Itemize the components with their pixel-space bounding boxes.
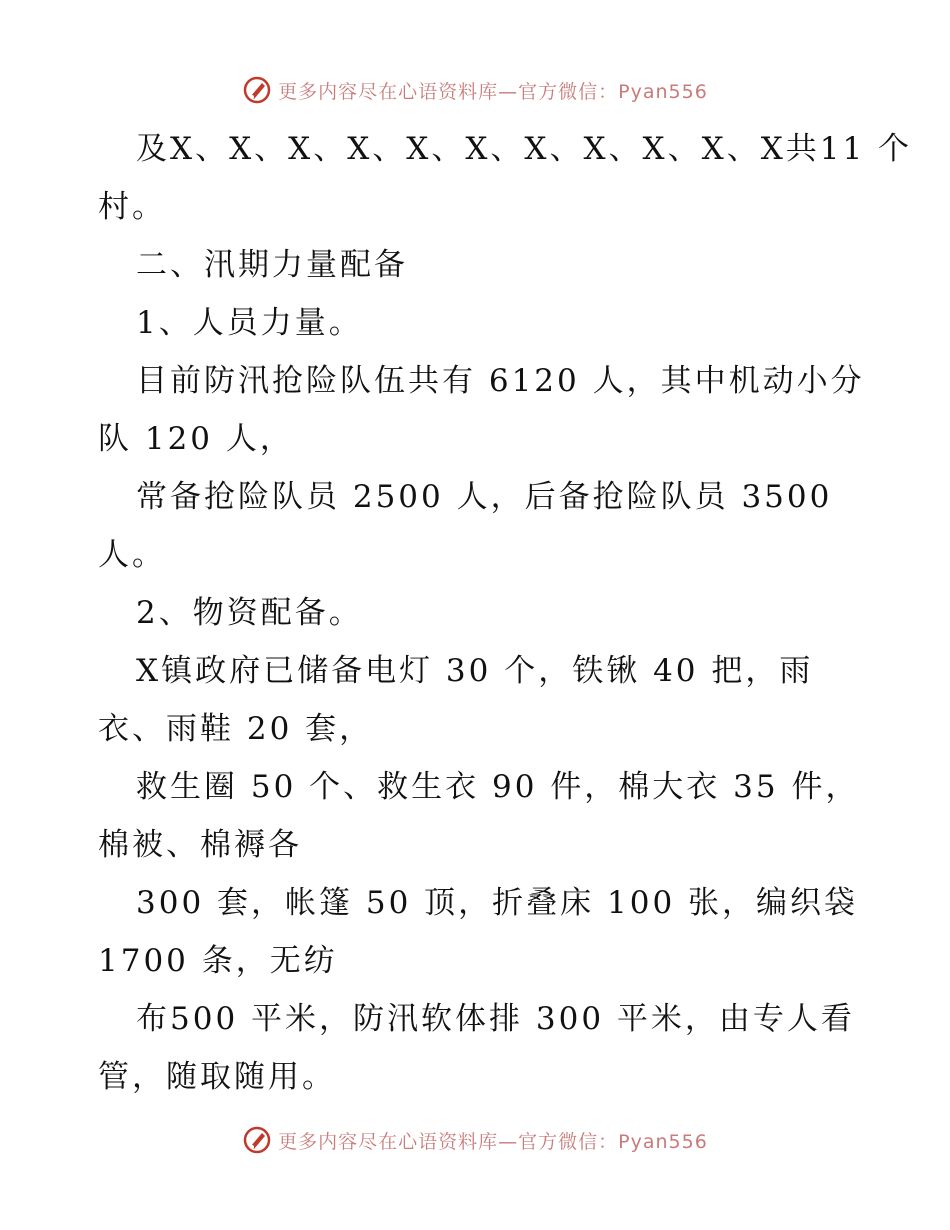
paragraph-line: 目前防汛抢险队伍共有 6120 人，其中机动小分 <box>136 363 865 399</box>
paragraph-line: X镇政府已储备电灯 30 个，铁锹 40 把，雨 <box>136 653 814 689</box>
paragraph-line: 常备抢险队员 2500 人，后备抢险队员 3500 <box>136 479 833 515</box>
pen-logo-icon <box>242 75 272 105</box>
paragraph-line: 1700 条，无纺 <box>98 943 338 979</box>
watermark-text: 更多内容尽在心语资料库—官方微信：Pyan556 <box>278 1130 708 1153</box>
document-body <box>98 120 913 1106</box>
paragraph-line: 衣、雨鞋 20 套， <box>98 711 374 747</box>
section-heading: 二、汛期力量配备 <box>136 247 408 283</box>
paragraph-line: 救生圈 50 个、救生衣 90 件，棉大衣 35 件， <box>136 769 860 805</box>
paragraph-line: 队 120 人， <box>98 421 294 457</box>
paragraph-line: 村。 <box>98 189 166 225</box>
subsection-heading: 1、人员力量。 <box>136 305 363 341</box>
subsection-heading: 2、物资配备。 <box>136 595 363 631</box>
watermark-header <box>0 70 950 110</box>
watermark-text: 更多内容尽在心语资料库—官方微信：Pyan556 <box>278 80 708 103</box>
paragraph-line: 及X、X、X、X、X、X、X、X、X、X、X共11 个 <box>136 131 913 167</box>
paragraph-line: 棉被、棉褥各 <box>98 827 302 863</box>
paragraph-line: 人。 <box>98 537 166 573</box>
paragraph-line: 300 套，帐篷 50 顶，折叠床 100 张，编织袋 <box>136 885 859 921</box>
watermark-footer <box>0 1120 950 1160</box>
pen-logo-icon <box>242 1125 272 1155</box>
paragraph-line: 管，随取随用。 <box>98 1059 336 1095</box>
paragraph-line: 布500 平米，防汛软体排 300 平米，由专人看 <box>136 1001 855 1037</box>
